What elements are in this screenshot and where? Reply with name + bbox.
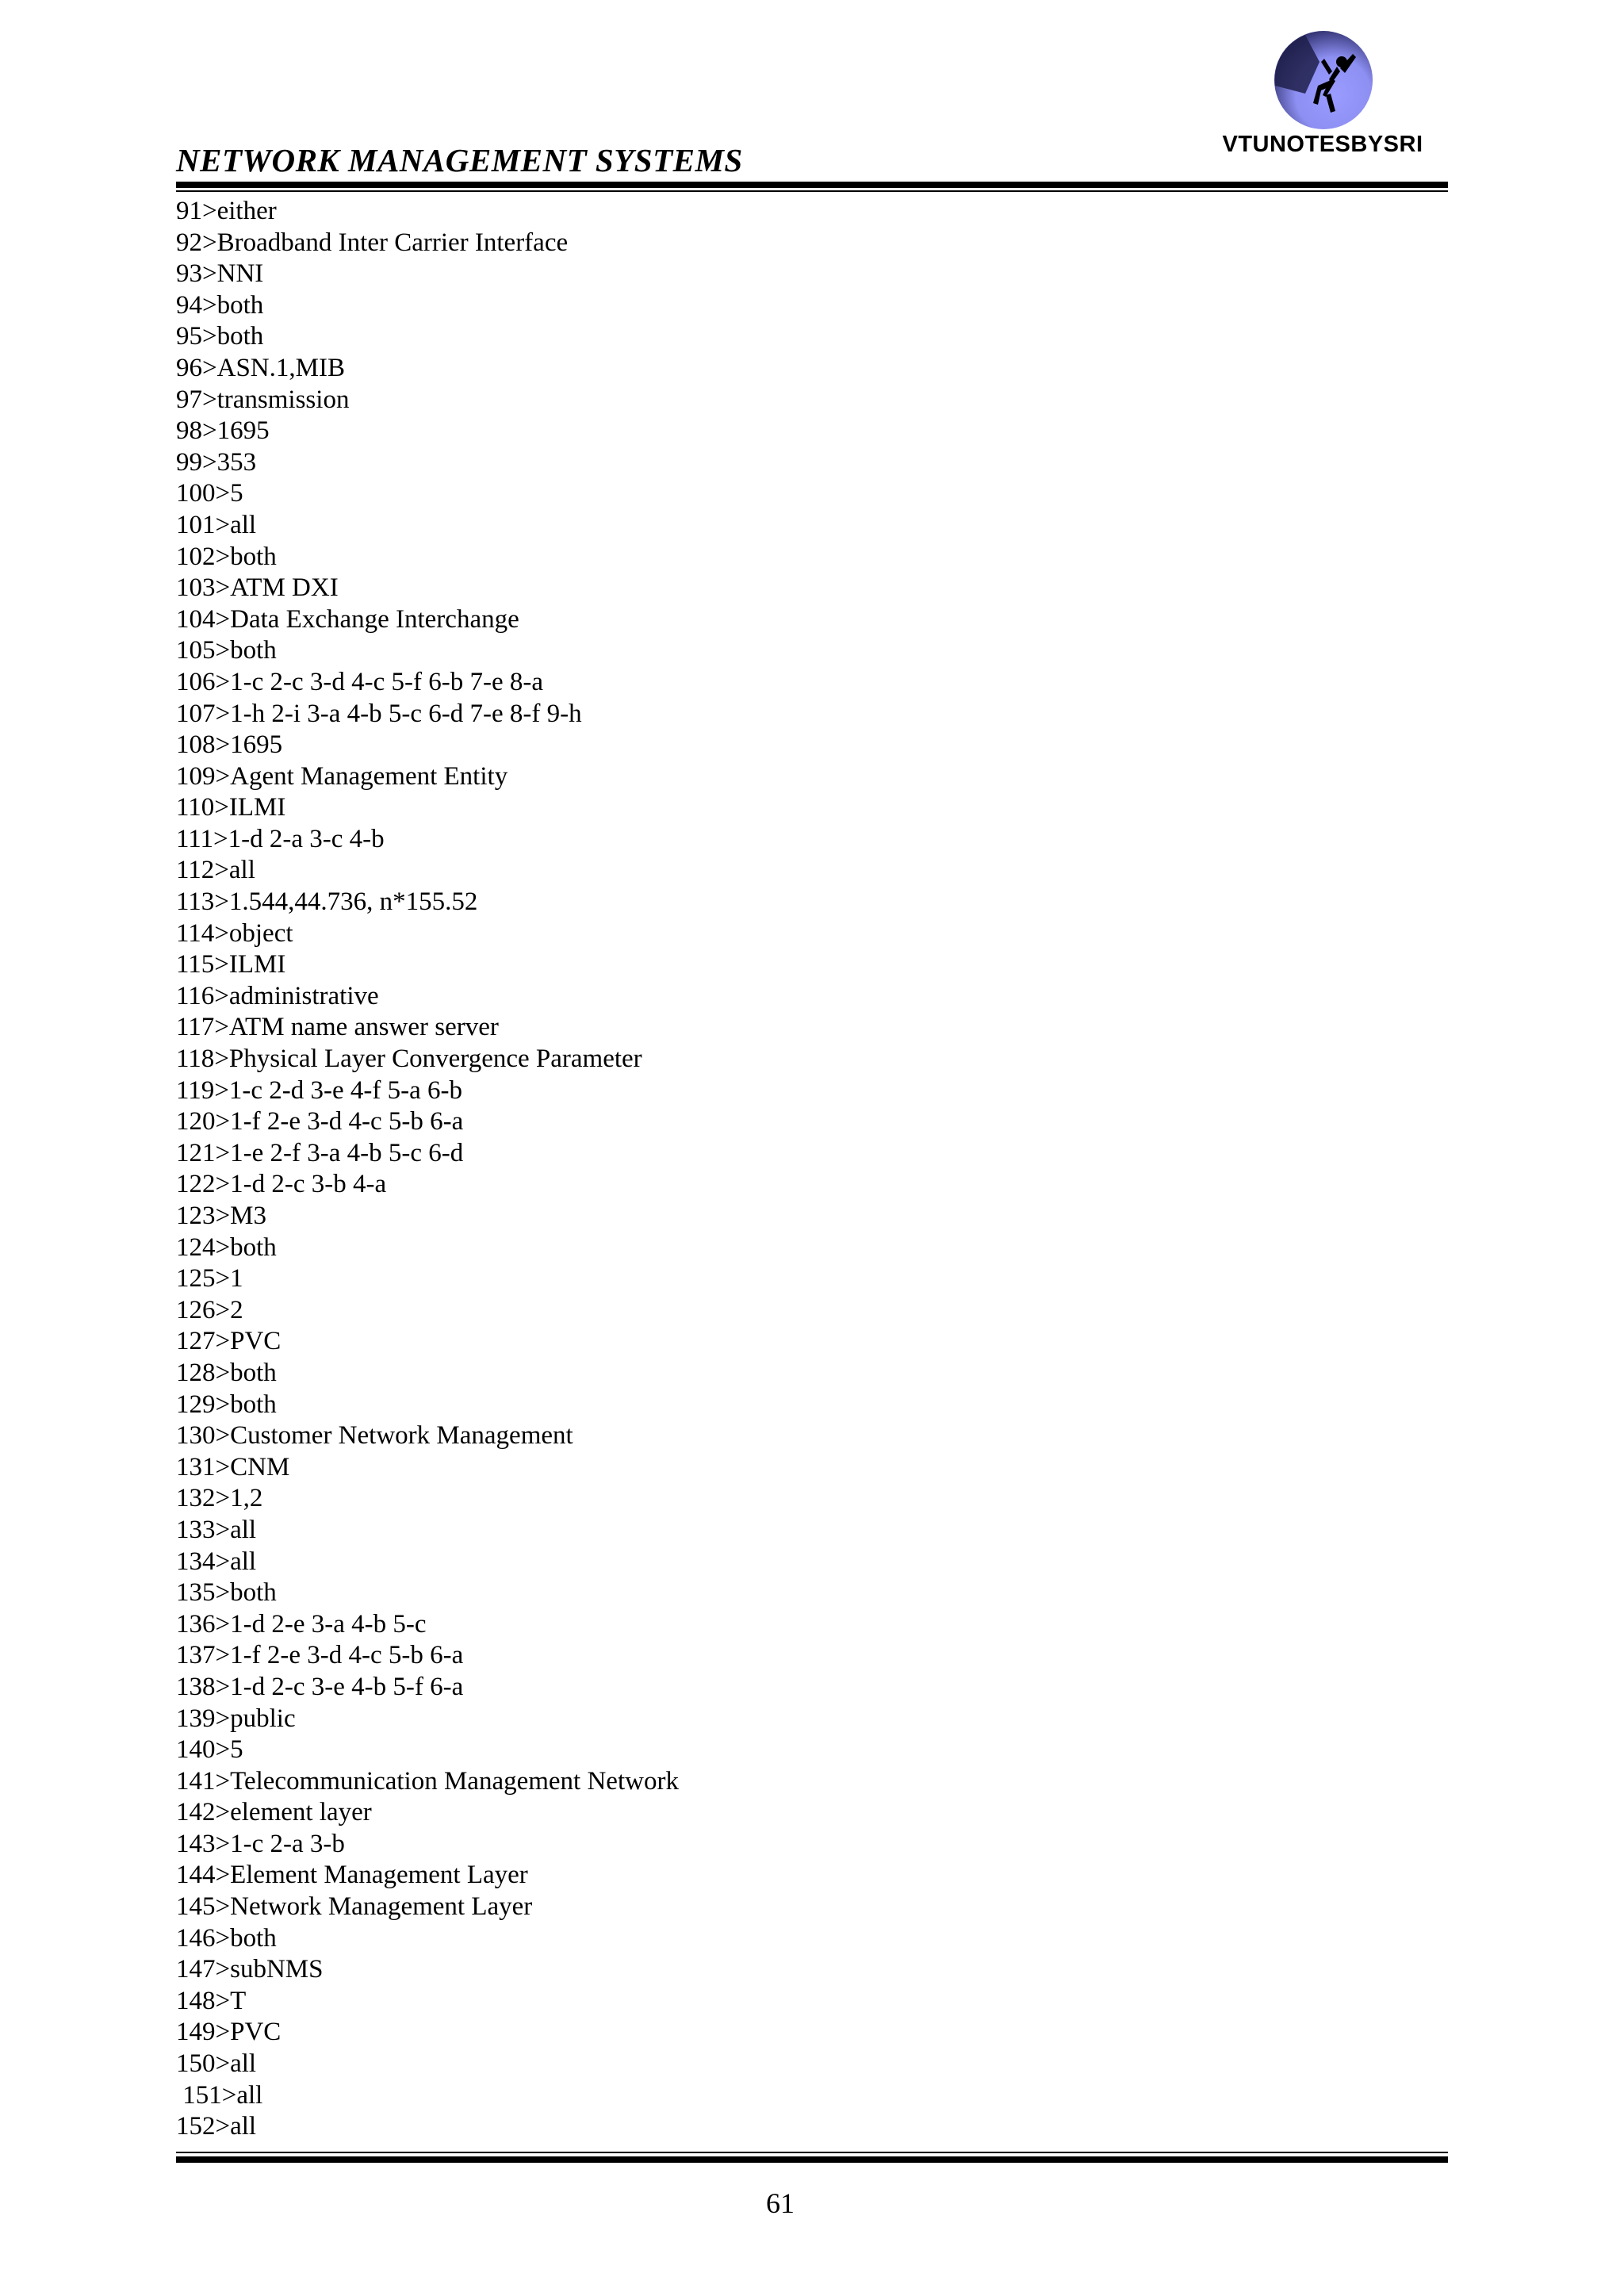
answer-line: 113>1.544,44.736, n*155.52 <box>176 887 478 917</box>
answer-line: 116>administrative <box>176 981 379 1010</box>
answer-line: 135>both <box>176 1578 277 1608</box>
answer-line: 119>1-c 2-d 3-e 4-f 5-a 6-b <box>176 1075 463 1105</box>
answer-line: 134>all <box>176 1547 257 1576</box>
answer-line: 150>all <box>176 2049 257 2079</box>
answer-line: 144>Element Management Layer <box>176 1861 528 1890</box>
answer-line: 98>1695 <box>176 416 270 446</box>
answer-line: 94>both <box>176 290 264 320</box>
logo-text: VTUNOTESBYSRI <box>1222 132 1423 157</box>
answer-line: 104>Data Exchange Interchange <box>176 604 519 634</box>
answer-line: 139>public <box>176 1704 296 1733</box>
answer-line: 148>T <box>176 1986 247 2015</box>
climber-silhouette-icon <box>1274 30 1373 130</box>
answer-line: 151>all <box>176 2080 263 2110</box>
page-title: NETWORK MANAGEMENT SYSTEMS <box>176 142 743 178</box>
logo <box>1212 29 1434 165</box>
answer-line: 103>ATM DXI <box>176 573 339 603</box>
answer-line: 146>both <box>176 1923 277 1953</box>
answer-line: 123>M3 <box>176 1202 266 1230</box>
answer-line: 136>1-d 2-e 3-a 4-b 5-c <box>176 1609 427 1639</box>
answer-line: 152>all <box>176 2112 257 2141</box>
answer-line: 132>1,2 <box>176 1484 263 1513</box>
footer-rule-thick <box>176 2156 1448 2163</box>
answer-line: 129>both <box>176 1389 277 1419</box>
answer-line: 124>both <box>176 1232 277 1262</box>
header-rule-thick <box>176 182 1448 188</box>
answer-line: 126>2 <box>176 1295 243 1324</box>
answer-line: 111>1-d 2-a 3-c 4-b <box>176 824 385 853</box>
answer-line: 122>1-d 2-c 3-b 4-a <box>176 1170 387 1199</box>
answer-line: 97>transmission <box>176 385 350 414</box>
answer-line: 101>all <box>176 510 257 539</box>
answer-line: 107>1-h 2-i 3-a 4-b 5-c 6-d 7-e 8-f 9-h <box>176 699 582 728</box>
answer-line: 141>Telecommunication Management Network <box>176 1766 679 1796</box>
answer-line: 106>1-c 2-c 3-d 4-c 5-f 6-b 7-e 8-a <box>176 667 543 696</box>
page-number: 61 <box>766 2187 795 2219</box>
answer-line: 114>object <box>176 918 293 948</box>
footer-rule-thin <box>176 2152 1448 2153</box>
answer-line: 149>PVC <box>176 2018 282 2047</box>
answer-line: 121>1-e 2-f 3-a 4-b 5-c 6-d <box>176 1138 464 1167</box>
answer-line: 109>Agent Management Entity <box>176 761 508 791</box>
answer-line: 130>Customer Network Management <box>176 1421 573 1451</box>
answer-line: 125>1 <box>176 1264 243 1294</box>
answer-line: 92>Broadband Inter Carrier Interface <box>176 228 569 257</box>
answer-line: 110>ILMI <box>176 793 286 822</box>
answer-line: 143>1-c 2-a 3-b <box>176 1829 345 1858</box>
answer-line: 102>both <box>176 542 277 571</box>
answer-line: 133>all <box>176 1515 257 1544</box>
answer-list <box>176 196 679 2143</box>
answer-line: 108>1695 <box>176 730 283 760</box>
answer-line: 99>353 <box>176 447 257 477</box>
answer-line: 115>ILMI <box>176 950 286 979</box>
answer-line: 118>Physical Layer Convergence Parameter <box>176 1045 642 1074</box>
answer-line: 117>ATM name answer server <box>176 1013 499 1042</box>
answer-line: 147>subNMS <box>176 1955 324 1984</box>
answer-line: 100>5 <box>176 479 243 508</box>
answer-line: 93>NNI <box>176 259 264 289</box>
answer-line: 91>either <box>176 197 277 225</box>
answer-line: 140>5 <box>176 1735 243 1765</box>
answer-line: 131>CNM <box>176 1452 290 1481</box>
answer-line: 120>1-f 2-e 3-d 4-c 5-b 6-a <box>176 1107 464 1137</box>
answer-line: 138>1-d 2-c 3-e 4-b 5-f 6-a <box>176 1672 464 1701</box>
answer-line: 105>both <box>176 636 277 665</box>
header-rule-thin <box>176 190 1448 192</box>
answer-line: 137>1-f 2-e 3-d 4-c 5-b 6-a <box>176 1641 464 1670</box>
answer-line: 96>ASN.1,MIB <box>176 353 345 382</box>
answer-line: 142>element layer <box>176 1798 372 1827</box>
answer-line: 128>both <box>176 1358 277 1387</box>
answer-line: 95>both <box>176 322 264 351</box>
answer-line: 145>Network Management Layer <box>176 1892 533 1922</box>
answer-line: 112>all <box>176 856 255 885</box>
answer-line: 127>PVC <box>176 1327 282 1356</box>
